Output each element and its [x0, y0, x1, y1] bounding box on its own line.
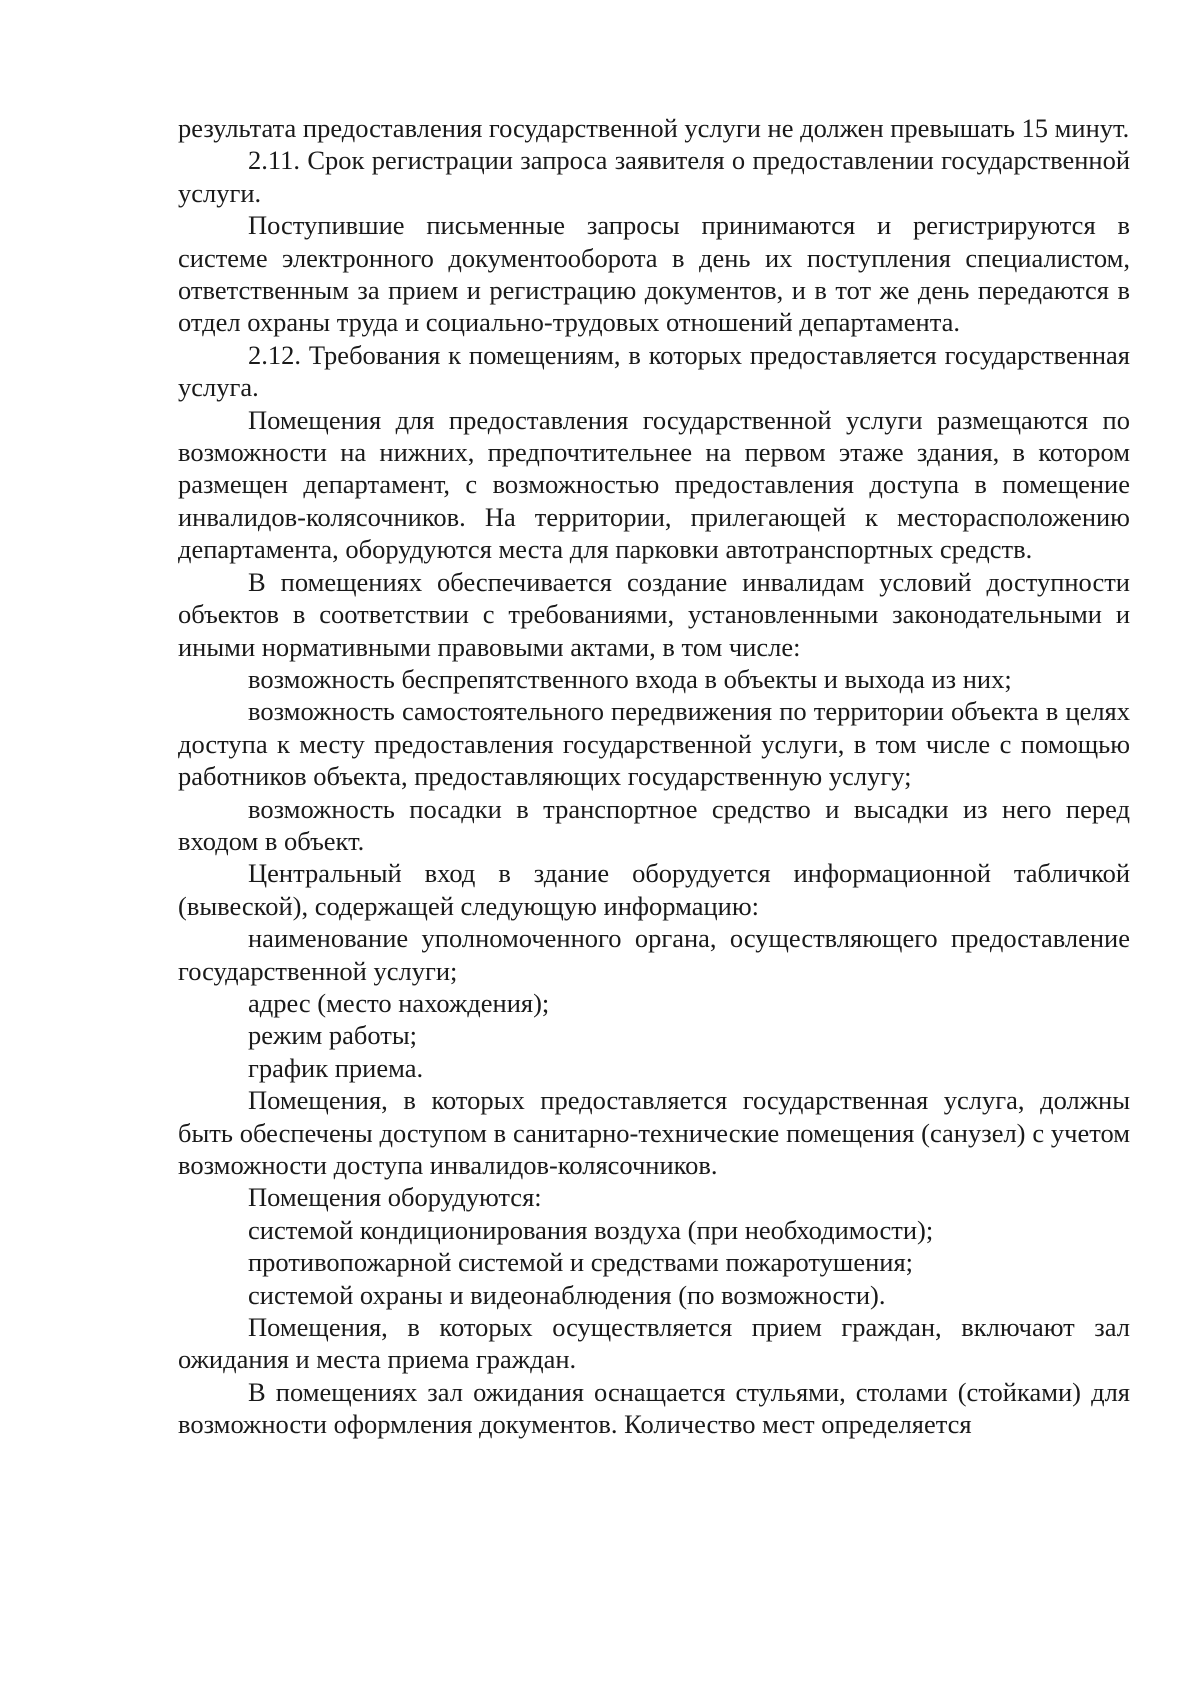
paragraph-waiting-hall: Помещения, в которых осуществляется прием граждан, включают зал ожидания и места приема граждан. — [178, 1312, 1130, 1375]
paragraph-premises-equipped: Помещения оборудуются: — [248, 1182, 542, 1213]
paragraph-written-requests: Поступившие письменные запросы принимаются и регистрируются в системе электронного документооборота в день их поступления специалистом, ответственным за прием и регистрацию документов, и в тот же день передаются в отдел охраны труда и социально-трудовых отношений департамента. — [178, 210, 1130, 338]
paragraph-waiting-hall-furniture: В помещениях зал ожидания оснащается стульями, столами (стойками) для возможности оформления документов. Количество мест определяется — [178, 1376, 1130, 1440]
list-item-working-hours: режим работы; — [248, 1020, 418, 1051]
paragraph-section-2-12-heading: 2.12. Требования к помещениям, в которых предоставляется государственная услуга. — [178, 339, 1130, 403]
paragraph-sanitary-access: Помещения, в которых предоставляется государственная услуга, должны быть обеспечены доступом в санитарно-технические помещения (санузел) с учетом возможности доступа инвалидов-колясочников. — [178, 1085, 1130, 1180]
paragraph-accessibility-conditions: В помещениях обеспечивается создание инвалидам условий доступности объектов в соответствии с требованиями, установленными законодательными и иными нормативными правовыми актами, в том числе: — [178, 566, 1130, 662]
paragraph-continuation: результата предоставления государственной услуги не должен превышать 15 минут. — [178, 113, 1130, 143]
paragraph-section-2-11-heading: 2.11. Срок регистрации запроса заявителя о предоставлении государственной услуги. — [178, 145, 1130, 208]
list-item-vehicle-boarding: возможность посадки в транспортное средство и высадки из него перед входом в объект. — [178, 793, 1130, 856]
list-item-address: адрес (место нахождения); — [248, 987, 550, 1018]
paragraph-premises-location: Помещения для предоставления государственной услуги размещаются по возможности на нижних, предпочтительнее на первом этаже здания, в котором размещен департамент, с возможностью предоставления доступа в помещение инвалидов-колясочников. На территории, прилегающей к месторасположению департамента, оборудуются места для парковки автотранспортных средств. — [178, 404, 1130, 565]
list-item-reception-schedule: график приема. — [248, 1052, 424, 1083]
list-item-air-conditioning: системой кондиционирования воздуха (при необходимости); — [248, 1214, 934, 1245]
list-item-entrance-exit: возможность беспрепятственного входа в объекты и выхода из них; — [248, 663, 1012, 694]
paragraph-central-entrance-sign: Центральный вход в здание оборудуется информационной табличкой (вывеской), содержащей следующую информацию: — [178, 858, 1130, 921]
list-item-independent-movement: возможность самостоятельного передвижения по территории объекта в целях доступа к месту предоставления государственной услуги, в том числе с помощью работников объекта, предоставляющих государственную услугу; — [178, 696, 1130, 792]
list-item-authority-name: наименование уполномоченного органа, осуществляющего предоставление государственной услуги; — [178, 923, 1130, 986]
list-item-fire-safety: противопожарной системой и средствами пожаротушения; — [248, 1247, 913, 1278]
document-body — [178, 112, 1130, 1441]
list-item-security-video: системой охраны и видеонаблюдения (по возможности). — [248, 1279, 886, 1310]
